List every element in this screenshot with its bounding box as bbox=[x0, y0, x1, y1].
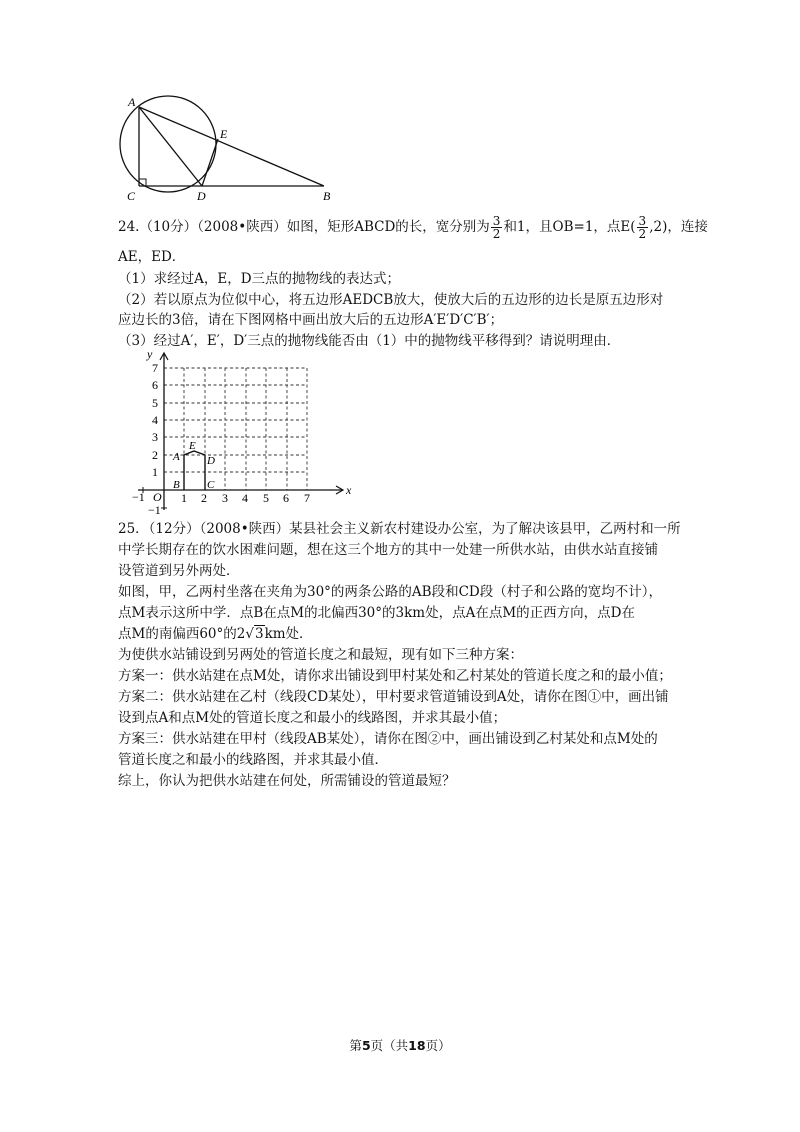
q24-line1 bbox=[118, 214, 708, 240]
grid-lines bbox=[164, 368, 307, 490]
footer-pre: 第 bbox=[349, 1038, 362, 1053]
q24-part2b: 应边长的3倍，请在下图网格中画出放大后的五边形A′E′D′C′B′； bbox=[118, 312, 504, 328]
pt-num: 3 bbox=[638, 214, 647, 228]
point-c-label: C bbox=[207, 479, 215, 491]
point-e-label: E bbox=[189, 440, 196, 452]
y-axis-label: y bbox=[147, 348, 153, 361]
y-tick-2: 2 bbox=[152, 448, 158, 462]
x-tick-7: 7 bbox=[304, 491, 310, 505]
point-d-label: D bbox=[207, 455, 215, 467]
origin-label: O bbox=[153, 490, 162, 504]
label-c: C bbox=[127, 189, 136, 203]
frac-den: 2 bbox=[492, 227, 501, 241]
footer-total-pages: 18 bbox=[408, 1038, 426, 1053]
x-tick-labels bbox=[181, 491, 310, 505]
x-axis-label: x bbox=[346, 483, 352, 497]
neg-x-label: −1 bbox=[132, 490, 145, 504]
q25-line1: 25．（12分）（2008•陕西）某县社会主义新农村建设办公室，为了解决该县甲，乙两村和一所 bbox=[118, 521, 681, 537]
q25-line10: 设到点A和点M处的管道长度之和最小的线路图，并求其最小值； bbox=[118, 710, 507, 726]
q24-part2a: （2）若以原点为位似中心，将五边形AEDCB放大，使放大后的五边形的边长是原五边形对 bbox=[118, 292, 664, 308]
footer-page-number: 5 bbox=[361, 1038, 371, 1053]
footer-mid: 页（共 bbox=[370, 1038, 409, 1053]
y-tick-labels bbox=[152, 361, 158, 479]
q24-part3: （3）经过A′，E′，D′三点的抛物线能否由（1）中的抛物线平移得到？请说明理由． bbox=[118, 333, 621, 349]
x-tick-3: 3 bbox=[222, 491, 228, 505]
q25-line9: 方案二：供水站建在乙村（线段CD某处），甲村要求管道铺设到A处，请你在图①中，画出铺 bbox=[118, 689, 669, 705]
q25-line6-post: km处． bbox=[264, 626, 313, 642]
segment-ab bbox=[139, 107, 324, 186]
frac-num: 3 bbox=[492, 214, 501, 228]
y-tick-7: 7 bbox=[152, 361, 158, 375]
neg-y-label: −1 bbox=[148, 503, 161, 517]
y-tick-6: 6 bbox=[152, 378, 158, 392]
q25-line6 bbox=[118, 625, 313, 643]
segment-ad bbox=[139, 107, 202, 186]
label-b: B bbox=[323, 189, 331, 203]
fraction-three-halves bbox=[491, 215, 503, 240]
sqrt-radicand: 3 bbox=[254, 626, 264, 642]
q25-line6-pre: 点M的南偏西60°的 bbox=[118, 626, 237, 642]
point-a-label: A bbox=[173, 451, 180, 463]
q25-line13: 综上，你认为把供水站建在何处，所需铺设的管道最短？ bbox=[118, 773, 456, 789]
y-tick-4: 4 bbox=[152, 413, 158, 427]
circle-triangle-figure bbox=[110, 92, 350, 204]
q25-line4: 如图，甲，乙两村坐落在夹角为30°的两条公路的AB段和CD段（村子和公路的宽均不计）， bbox=[118, 584, 663, 600]
q25-line11: 方案三：供水站建在甲村（线段AB某处），请你在图②中，画出铺设到乙村某处和点M处的 bbox=[118, 731, 658, 747]
q24-mid: 和1，且OB=1，点E( bbox=[503, 219, 636, 235]
q24-line2: AE，ED． bbox=[118, 249, 186, 265]
y-tick-5: 5 bbox=[152, 396, 158, 410]
q24-tail: ,2)，连接 bbox=[649, 219, 708, 235]
pt-den: 2 bbox=[638, 227, 647, 241]
q25-line2: 中学长期存在的饮水困难问题，想在这三个地方的其中一处建一所供水站，由供水站直接铺 bbox=[118, 542, 658, 558]
label-d: D bbox=[197, 189, 206, 203]
y-tick-3: 3 bbox=[152, 430, 158, 444]
label-a: A bbox=[128, 95, 136, 109]
q25-line12: 管道长度之和最小的线路图，并求其最小值． bbox=[118, 752, 388, 768]
q25-line5: 点M表示这所中学．点B在点M的北偏西30°的3km处，点A在点M的正西方向，点D在 bbox=[118, 605, 635, 621]
x-tick-6: 6 bbox=[283, 491, 289, 505]
label-e: E bbox=[220, 127, 228, 141]
q24-head: 24.（10分）（2008•陕西）如图，矩形ABCD的长，宽分别为 bbox=[118, 219, 490, 235]
y-tick-1: 1 bbox=[152, 465, 158, 479]
x-tick-4: 4 bbox=[242, 491, 248, 505]
pentagon-aedcb bbox=[184, 451, 205, 490]
q25-line7: 为使供水站铺设到另两处的管道长度之和最短，现有如下三种方案： bbox=[118, 647, 523, 663]
x-tick-5: 5 bbox=[263, 491, 269, 505]
coordinate-grid-figure bbox=[118, 348, 368, 518]
q25-line3: 设管道到另外两处． bbox=[118, 563, 240, 579]
q24-part1: （1）求经过A，E，D三点的抛物线的表达式； bbox=[118, 271, 401, 287]
x-tick-1: 1 bbox=[181, 491, 187, 505]
x-tick-2: 2 bbox=[201, 491, 207, 505]
sqrt-coefficient: 2 bbox=[236, 626, 246, 642]
q25-line8: 方案一：供水站建在点M处，请你求出铺设到甲村某处和乙村某处的管道长度之和的最小值； bbox=[118, 668, 672, 684]
fraction-point-x bbox=[637, 215, 649, 240]
point-b-label: B bbox=[173, 479, 180, 491]
footer-post: 页） bbox=[425, 1038, 451, 1053]
sqrt-symbol: √ bbox=[245, 626, 254, 642]
segment-ed bbox=[202, 139, 218, 186]
page-footer bbox=[0, 1036, 800, 1054]
